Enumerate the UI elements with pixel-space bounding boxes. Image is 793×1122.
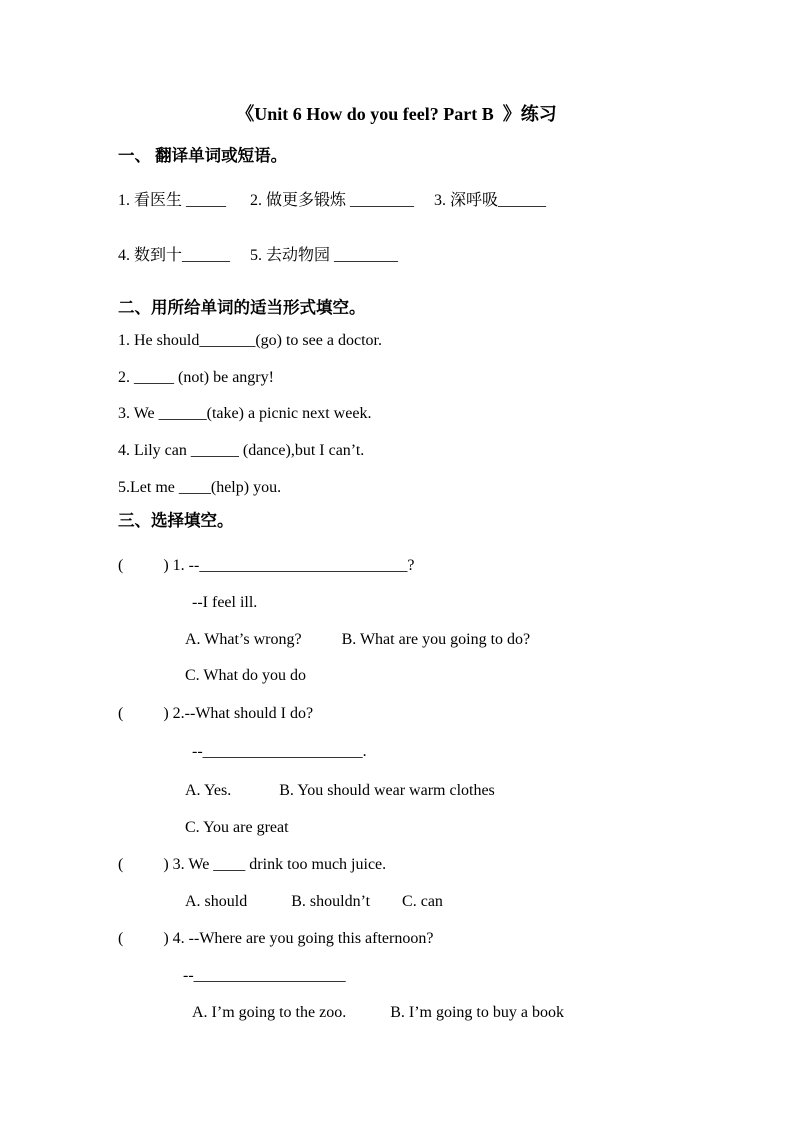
section2-item-1: 1. He should_______(go) to see a doctor. (118, 332, 382, 349)
section3-q1-options-ab: A. What’s wrong? B. What are you going to do? (185, 631, 531, 648)
section3-q4-reply-blank: --___________________ (183, 967, 346, 984)
section3-q2-question: ( ) 2.--What should I do? (118, 705, 314, 722)
section3-q1-question: ( ) 1. --__________________________? (118, 557, 415, 574)
section3-q1-reply: --I feel ill. (192, 594, 258, 611)
section3-q2-option-c: C. You are great (185, 819, 289, 836)
section2-item-5: 5.Let me ____(help) you. (118, 479, 282, 496)
section3-q2-options-ab: A. Yes. B. You should wear warm clothes (185, 782, 495, 799)
section1-items-1-3: 1. 看医生 _____ 2. 做更多锻炼 ________ 3. 深呼吸______ (118, 192, 547, 209)
section3-q2-reply-blank: --____________________. (192, 743, 367, 760)
section3-q3-options-abc: A. should B. shouldn’t C. can (185, 893, 443, 910)
section1-items-4-5: 4. 数到十______ 5. 去动物园 ________ (118, 247, 399, 264)
section2-item-3: 3. We ______(take) a picnic next week. (118, 405, 372, 422)
section1-heading: 一、 翻译单词或短语。 (118, 146, 288, 165)
section2-item-2: 2. _____ (not) be angry! (118, 369, 274, 386)
section3-q3-question: ( ) 3. We ____ drink too much juice. (118, 856, 387, 873)
section3-heading: 三、选择填空。 (118, 511, 234, 530)
section2-item-4: 4. Lily can ______ (dance),but I can’t. (118, 442, 365, 459)
section3-q1-option-c: C. What do you do (185, 667, 307, 684)
section3-q4-options-ab: A. I’m going to the zoo. B. I’m going to buy a book (192, 1004, 564, 1021)
page-title: 《Unit 6 How do you feel? Part B 》练习 (236, 104, 557, 124)
section3-q4-question: ( ) 4. --Where are you going this afternoon? (118, 930, 434, 947)
section2-heading: 二、用所给单词的适当形式填空。 (118, 298, 366, 317)
